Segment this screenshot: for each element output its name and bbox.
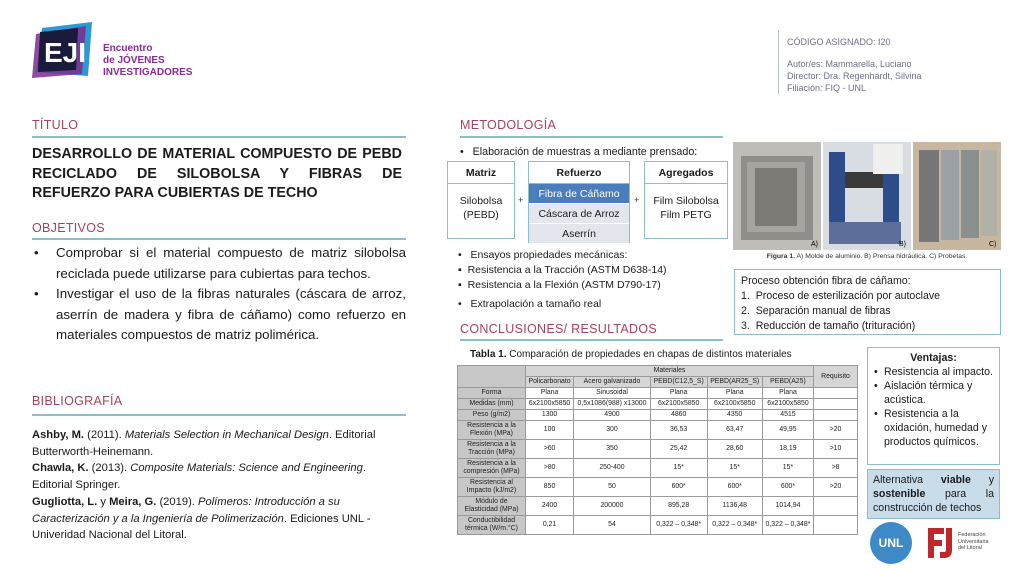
reinforcement-item: Fibra de Cáñamo bbox=[529, 184, 629, 204]
matrix-header: Matriz bbox=[448, 162, 514, 184]
divider bbox=[460, 136, 723, 138]
table-row bbox=[458, 399, 858, 410]
table-cell: 2400 bbox=[526, 497, 574, 516]
tests-list: • Ensayos propiedades mecánicas: ▪ Resistencia a la Tracción (ASTM D638-14) ▪ Resistencia a la Flexión (ASTM D790-17) • Extrapolación a tamaño real bbox=[458, 249, 667, 310]
table-cell: >8 bbox=[814, 459, 858, 478]
objective-item: • Comprobar si el material compuesto de matriz silobolsa reciclada puede utilizarse para cubiertas para techos. bbox=[32, 243, 406, 284]
table-cell: 15* bbox=[707, 459, 762, 478]
table-column-header: PEBD(A25) bbox=[762, 377, 813, 388]
table-cell: 0,5x1086(988) x13000 bbox=[574, 399, 651, 410]
table-cell: >20 bbox=[814, 421, 858, 440]
section-methodology-heading: METODOLOGÍA bbox=[460, 118, 557, 132]
table-cell: 4900 bbox=[574, 410, 651, 421]
table-row-label: Resistencia a la compresión (MPa) bbox=[458, 459, 526, 478]
table-cell: 18,19 bbox=[762, 440, 813, 459]
table-cell: Plana bbox=[526, 388, 574, 399]
additives-box: Agregados Film Silobolsa Film PETG bbox=[644, 161, 728, 239]
table-cell: 63,47 bbox=[707, 421, 762, 440]
advantages-title: Ventajas: bbox=[910, 352, 957, 364]
advantages-box bbox=[867, 347, 1000, 465]
plus-sign: + bbox=[634, 195, 640, 205]
table-cell: 0,21 bbox=[526, 516, 574, 535]
table-row-label: Resistencia al Impacto (kJ/m2) bbox=[458, 478, 526, 497]
figure-label-a: A) bbox=[811, 241, 818, 248]
divider bbox=[460, 339, 723, 341]
director: Director: Dra. Regenhardt, Silvina bbox=[787, 71, 922, 81]
table-row bbox=[458, 421, 858, 440]
table-column-header: PEBD(C12,5_S) bbox=[650, 377, 707, 388]
eji-logo bbox=[32, 20, 98, 80]
section-bibliography-heading: BIBLIOGRAFÍA bbox=[32, 394, 123, 408]
table-cell bbox=[814, 388, 858, 399]
table-row bbox=[458, 410, 858, 421]
table-row-label: Medidas (mm) bbox=[458, 399, 526, 410]
objectives-list bbox=[32, 243, 406, 346]
table-cell bbox=[814, 399, 858, 410]
table-row bbox=[458, 516, 858, 535]
reference-item: Ashby, M. (2011). Materials Selection in Mechanical Design. Editorial Butterworth-Heinemann. bbox=[32, 429, 376, 458]
poster-info bbox=[778, 30, 1018, 94]
reference-item: Chawla, K. (2013). Composite Materials: Science and Engineering. Editorial Springer. bbox=[32, 462, 366, 492]
table-cell bbox=[814, 497, 858, 516]
figure-1-photo bbox=[733, 142, 1001, 250]
table-row bbox=[458, 497, 858, 516]
table-cell: Plana bbox=[650, 388, 707, 399]
figure-label-c: C) bbox=[989, 241, 997, 248]
advantage-item: • Aislación térmica y acústica. bbox=[872, 379, 995, 407]
table-cell bbox=[814, 516, 858, 535]
divider bbox=[32, 414, 406, 416]
table-row-label: Módulo de Elasticidad (MPa) bbox=[458, 497, 526, 516]
table-cell: 1136,48 bbox=[707, 497, 762, 516]
figure-caption: Figura 1. A) Molde de aluminio. B) Prensa hidráulica. C) Probetas. bbox=[766, 253, 968, 260]
section-objectives-heading: OBJETIVOS bbox=[32, 221, 105, 235]
section-conclusions-heading: CONCLUSIONES/ RESULTADOS bbox=[460, 322, 658, 336]
table-cell: 850 bbox=[526, 478, 574, 497]
table-cell: Plana bbox=[762, 388, 813, 399]
table-group-header: Materiales bbox=[526, 366, 814, 377]
section-title-heading: TÍTULO bbox=[32, 118, 79, 132]
authors: Autor/es: Mammarella, Luciano bbox=[787, 59, 912, 69]
table-cell bbox=[814, 410, 858, 421]
table-cell: 895,28 bbox=[650, 497, 707, 516]
table-row-label: Resistencia a la Tracción (MPa) bbox=[458, 440, 526, 459]
plus-sign: + bbox=[518, 195, 524, 205]
table-cell: Plana bbox=[707, 388, 762, 399]
table-cell: 0,322 – 0,348* bbox=[650, 516, 707, 535]
table-cell: 200000 bbox=[574, 497, 651, 516]
table-row bbox=[458, 459, 858, 478]
table-cell: 6x2100x5850 bbox=[650, 399, 707, 410]
table-cell: >80 bbox=[526, 459, 574, 478]
process-step: 2. Separación manual de fibras bbox=[741, 305, 891, 317]
table-cell: >60 bbox=[526, 440, 574, 459]
methodology-bullet: • Elaboración de muestras a mediante prensado: bbox=[460, 146, 698, 158]
assigned-code: CÓDIGO ASIGNADO: I20 bbox=[787, 37, 891, 47]
additives-header: Agregados bbox=[645, 162, 727, 184]
table-cell: Sinusoidal bbox=[574, 388, 651, 399]
table-cell: >20 bbox=[814, 478, 858, 497]
table-cell: 25,42 bbox=[650, 440, 707, 459]
table-column-header: Requisito bbox=[814, 366, 858, 388]
table-row-label: Conductibilidad térmica (W/m.°C) bbox=[458, 516, 526, 535]
process-step: 1. Proceso de esterilización por autoclave bbox=[741, 290, 941, 302]
table-row-label: Forma bbox=[458, 388, 526, 399]
table-corner bbox=[458, 366, 526, 388]
table-cell: 600* bbox=[650, 478, 707, 497]
feun-logo-icon bbox=[924, 524, 958, 562]
poster-title: DESARROLLO DE MATERIAL COMPUESTO DE PEBD RECICLADO DE SILOBOLSA Y FIBRAS DE REFUERZO PARA CUBIERTAS DE TECHO bbox=[32, 146, 402, 201]
table-cell: 15* bbox=[762, 459, 813, 478]
table-cell: 0,322 – 0,348* bbox=[762, 516, 813, 535]
table-cell: 1300 bbox=[526, 410, 574, 421]
affiliation: Filiación: FIQ - UNL bbox=[787, 83, 867, 93]
eji-logo-text: EJI bbox=[44, 37, 87, 68]
divider bbox=[32, 238, 406, 240]
table-cell: 28,60 bbox=[707, 440, 762, 459]
matrix-box: Matriz Silobolsa (PEBD) bbox=[447, 161, 515, 239]
reinforcement-item: Cáscara de Arroz bbox=[529, 204, 629, 224]
table-column-header: Acero galvanizado bbox=[574, 377, 651, 388]
table-cell: 4350 bbox=[707, 410, 762, 421]
comparison-table bbox=[457, 365, 858, 535]
table-cell: 600* bbox=[707, 478, 762, 497]
table-cell: 50 bbox=[574, 478, 651, 497]
table-column-header: PEBD(AR25_S) bbox=[707, 377, 762, 388]
table-cell: 6x2100x5850 bbox=[526, 399, 574, 410]
process-title: Proceso obtención fibra de cáñamo: bbox=[741, 275, 911, 287]
table-cell: 36,53 bbox=[650, 421, 707, 440]
table-row-label: Resistencia a la Flexión (MPa) bbox=[458, 421, 526, 440]
figure-label-b: B) bbox=[899, 241, 906, 248]
reinforcement-item: Aserrín bbox=[529, 224, 629, 244]
table-row bbox=[458, 478, 858, 497]
alternative-box: Alternativa viable y sostenible para la construcción de techos bbox=[867, 469, 1000, 519]
divider bbox=[32, 136, 406, 138]
table-cell: 54 bbox=[574, 516, 651, 535]
advantage-item: • Resistencia a la oxidación, humedad y productos químicos. bbox=[872, 407, 995, 449]
table-row-label: Peso (g/m2) bbox=[458, 410, 526, 421]
advantage-item: • Resistencia al impacto. bbox=[872, 365, 995, 379]
table-caption: Tabla 1. Comparación de propiedades en chapas de distintos materiales bbox=[470, 349, 792, 360]
unl-logo: UNL bbox=[870, 522, 912, 564]
table-cell: 350 bbox=[574, 440, 651, 459]
table-row bbox=[458, 440, 858, 459]
table-cell: 600* bbox=[762, 478, 813, 497]
table-cell: 4515 bbox=[762, 410, 813, 421]
bibliography-list bbox=[32, 427, 406, 544]
table-cell: 300 bbox=[574, 421, 651, 440]
reinforcement-header: Refuerzo bbox=[529, 162, 629, 184]
process-step: 3. Reducción de tamaño (trituración) bbox=[741, 320, 916, 332]
table-cell: 1014,94 bbox=[762, 497, 813, 516]
table-cell: 6x2100x5850 bbox=[762, 399, 813, 410]
objective-item: • Investigar el uso de la fibras naturales (cáscara de arroz, aserrín de madera y fibra de cáñamo) como refuerzo en materiales compuestos de matriz polimérica. bbox=[32, 284, 406, 346]
table-row bbox=[458, 388, 858, 399]
table-cell: 100 bbox=[526, 421, 574, 440]
table-cell: 6x2100x5850 bbox=[707, 399, 762, 410]
table-cell: 250-400 bbox=[574, 459, 651, 478]
table-cell: 15* bbox=[650, 459, 707, 478]
feun-logo-text: Federación Universitaria del Litoral bbox=[958, 532, 989, 551]
eji-logo-caption: Encuentro de JÓVENES INVESTIGADORES bbox=[103, 43, 193, 78]
table-column-header: Policarbonato bbox=[526, 377, 574, 388]
table-cell: 0,322 – 0,348* bbox=[707, 516, 762, 535]
hemp-process-box bbox=[734, 269, 1001, 335]
table-cell: 4860 bbox=[650, 410, 707, 421]
table-cell: >10 bbox=[814, 440, 858, 459]
table-cell: 49,95 bbox=[762, 421, 813, 440]
reinforcement-box bbox=[528, 161, 630, 243]
reference-item: Gugliotta, L. y Meira, G. (2019). Polímeros: Introducción a su Caracterización y a la Ingeniería de Polimerización. Ediciones UNL - Univeridad Nacional del Litoral. bbox=[32, 495, 371, 542]
